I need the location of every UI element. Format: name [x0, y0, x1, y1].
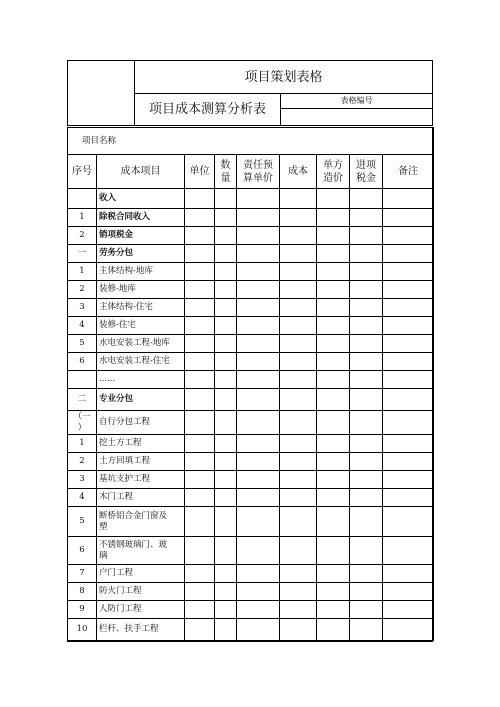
table-row: [68, 389, 434, 411]
value-cell[interactable]: [317, 537, 350, 565]
row-number: 10: [68, 619, 97, 641]
value-cell[interactable]: [350, 389, 383, 411]
value-cell[interactable]: [317, 583, 350, 601]
row-number: （一 ）: [68, 411, 97, 435]
value-cell[interactable]: [383, 371, 434, 389]
value-cell[interactable]: [215, 565, 237, 583]
value-cell[interactable]: [185, 389, 215, 411]
value-cell[interactable]: [237, 507, 280, 537]
value-cell[interactable]: [237, 371, 280, 389]
table-row: [68, 537, 434, 565]
value-cell[interactable]: [350, 281, 383, 299]
value-cell[interactable]: [350, 619, 383, 641]
row-number: [68, 189, 97, 209]
value-cell[interactable]: [350, 489, 383, 507]
value-cell[interactable]: [383, 227, 434, 245]
value-cell[interactable]: [280, 371, 317, 389]
value-cell[interactable]: [280, 453, 317, 471]
value-cell[interactable]: [280, 389, 317, 411]
value-cell[interactable]: [280, 245, 317, 263]
table-row: [68, 565, 434, 583]
table-row: [68, 507, 434, 537]
row-number: 3: [68, 299, 97, 317]
column-header: 成本: [280, 155, 317, 189]
value-cell[interactable]: [185, 317, 215, 335]
cost-item: ......: [97, 371, 185, 389]
cost-item: 土方回填工程: [97, 453, 185, 471]
value-cell[interactable]: [185, 245, 215, 263]
row-number: 1: [68, 435, 97, 453]
value-cell[interactable]: [317, 189, 350, 209]
value-cell[interactable]: [280, 565, 317, 583]
value-cell[interactable]: [383, 471, 434, 489]
value-cell[interactable]: [317, 507, 350, 537]
value-cell[interactable]: [383, 317, 434, 335]
value-cell[interactable]: [237, 335, 280, 353]
column-header: 单方 造价: [317, 155, 350, 189]
form-title: 项目策划表格: [135, 61, 432, 94]
table-row: [68, 371, 434, 389]
value-cell[interactable]: [350, 335, 383, 353]
value-cell[interactable]: [215, 471, 237, 489]
value-cell[interactable]: [185, 583, 215, 601]
value-cell[interactable]: [215, 601, 237, 619]
cost-item: 断桥铝合金门窗及 塑: [97, 507, 185, 537]
value-cell[interactable]: [317, 245, 350, 263]
value-cell[interactable]: [350, 435, 383, 453]
value-cell[interactable]: [317, 353, 350, 371]
value-cell[interactable]: [185, 411, 215, 435]
value-cell[interactable]: [237, 435, 280, 453]
cost-item: 不锈钢玻璃门、玻 璃: [97, 537, 185, 565]
table-row: [68, 411, 434, 435]
row-number: [68, 371, 97, 389]
value-cell[interactable]: [317, 371, 350, 389]
value-cell[interactable]: [185, 453, 215, 471]
value-cell[interactable]: [383, 389, 434, 411]
value-cell[interactable]: [350, 537, 383, 565]
form-subtitle: 项目成本测算分析表: [135, 94, 281, 125]
value-cell[interactable]: [185, 371, 215, 389]
value-cell[interactable]: [185, 471, 215, 489]
value-cell[interactable]: [185, 227, 215, 245]
value-cell[interactable]: [215, 453, 237, 471]
value-cell[interactable]: [383, 601, 434, 619]
value-cell[interactable]: [317, 411, 350, 435]
value-cell[interactable]: [237, 189, 280, 209]
value-cell[interactable]: [350, 227, 383, 245]
value-cell[interactable]: [280, 471, 317, 489]
value-cell[interactable]: [237, 245, 280, 263]
value-cell[interactable]: [237, 471, 280, 489]
value-cell[interactable]: [350, 245, 383, 263]
table-row: [68, 299, 434, 317]
logo-cell: [68, 61, 135, 125]
row-number: 5: [68, 507, 97, 537]
value-cell[interactable]: [185, 263, 215, 281]
row-number: 1: [68, 209, 97, 227]
value-cell[interactable]: [383, 189, 434, 209]
value-cell[interactable]: [317, 489, 350, 507]
value-cell[interactable]: [350, 263, 383, 281]
row-number: 5: [68, 335, 97, 353]
cost-item: 装修-地库: [97, 281, 185, 299]
column-header: 成本项目: [97, 155, 185, 189]
cost-item: 人防门工程: [97, 601, 185, 619]
value-cell[interactable]: [317, 209, 350, 227]
value-cell[interactable]: [350, 317, 383, 335]
value-cell[interactable]: [237, 537, 280, 565]
value-cell[interactable]: [215, 317, 237, 335]
value-cell[interactable]: [185, 537, 215, 565]
cost-item: 户门工程: [97, 565, 185, 583]
value-cell[interactable]: [185, 619, 215, 641]
value-cell[interactable]: [237, 281, 280, 299]
value-cell[interactable]: [350, 353, 383, 371]
value-cell[interactable]: [237, 489, 280, 507]
row-number: 9: [68, 601, 97, 619]
table-row: [68, 435, 434, 453]
value-cell[interactable]: [280, 281, 317, 299]
value-cell[interactable]: [185, 353, 215, 371]
value-cell[interactable]: [383, 507, 434, 537]
table-row: [68, 227, 434, 245]
value-cell[interactable]: [280, 227, 317, 245]
value-cell[interactable]: [185, 601, 215, 619]
row-number: 4: [68, 317, 97, 335]
form-header: [67, 60, 433, 126]
column-header: 责任预 算单价: [237, 155, 280, 189]
value-cell[interactable]: [317, 227, 350, 245]
value-cell[interactable]: [383, 281, 434, 299]
value-cell[interactable]: [280, 619, 317, 641]
table-row: [68, 353, 434, 371]
column-header: 数 量: [215, 155, 237, 189]
row-number: 8: [68, 583, 97, 601]
cost-item: 除税合同收入: [97, 209, 185, 227]
value-cell[interactable]: [237, 389, 280, 411]
value-cell[interactable]: [350, 471, 383, 489]
value-cell[interactable]: [383, 263, 434, 281]
cost-item: 主体结构-住宅: [97, 299, 185, 317]
cost-item: 销项税金: [97, 227, 185, 245]
value-cell[interactable]: [215, 209, 237, 227]
table-row: [68, 245, 434, 263]
value-cell[interactable]: [317, 281, 350, 299]
value-cell[interactable]: [280, 299, 317, 317]
value-cell[interactable]: [383, 619, 434, 641]
value-cell[interactable]: [280, 601, 317, 619]
value-cell[interactable]: [185, 489, 215, 507]
column-header: 备注: [383, 155, 434, 189]
value-cell[interactable]: [237, 299, 280, 317]
table-row: [68, 281, 434, 299]
value-cell[interactable]: [185, 189, 215, 209]
value-cell[interactable]: [185, 299, 215, 317]
value-cell[interactable]: [350, 565, 383, 583]
row-number: 3: [68, 471, 97, 489]
cost-item: 水电安装工程-地库: [97, 335, 185, 353]
value-cell[interactable]: [383, 489, 434, 507]
value-cell[interactable]: [215, 299, 237, 317]
value-cell[interactable]: [215, 335, 237, 353]
value-cell[interactable]: [215, 435, 237, 453]
cost-item: 劳务分包: [97, 245, 185, 263]
value-cell[interactable]: [350, 453, 383, 471]
value-cell[interactable]: [317, 565, 350, 583]
table-row: [68, 335, 434, 353]
value-cell[interactable]: [215, 371, 237, 389]
value-cell[interactable]: [383, 537, 434, 565]
row-number: 二: [68, 389, 97, 411]
value-cell[interactable]: [350, 601, 383, 619]
value-cell[interactable]: [350, 371, 383, 389]
table-row: [68, 189, 434, 209]
value-cell[interactable]: [317, 317, 350, 335]
value-cell[interactable]: [280, 209, 317, 227]
value-cell[interactable]: [350, 583, 383, 601]
value-cell[interactable]: [317, 601, 350, 619]
value-cell[interactable]: [280, 489, 317, 507]
value-cell[interactable]: [215, 353, 237, 371]
value-cell[interactable]: [350, 299, 383, 317]
value-cell[interactable]: [280, 435, 317, 453]
cost-item: 栏杆、扶手工程: [97, 619, 185, 641]
value-cell[interactable]: [185, 281, 215, 299]
value-cell[interactable]: [237, 411, 280, 435]
column-header: 进项 税金: [350, 155, 383, 189]
value-cell[interactable]: [185, 565, 215, 583]
row-number: 7: [68, 565, 97, 583]
row-number: 2: [68, 227, 97, 245]
table-row: [68, 263, 434, 281]
value-cell[interactable]: [215, 245, 237, 263]
row-number: 2: [68, 453, 97, 471]
project-name-label: 项目名称: [68, 128, 434, 155]
value-cell[interactable]: [185, 209, 215, 227]
value-cell[interactable]: [280, 335, 317, 353]
value-cell[interactable]: [215, 227, 237, 245]
value-cell[interactable]: [317, 453, 350, 471]
value-cell[interactable]: [280, 317, 317, 335]
column-header: 序号: [68, 155, 97, 189]
value-cell[interactable]: [215, 281, 237, 299]
form-code-label: 表格编号: [281, 94, 432, 109]
column-header: 单位: [185, 155, 215, 189]
value-cell[interactable]: [237, 565, 280, 583]
value-cell[interactable]: [185, 507, 215, 537]
value-cell[interactable]: [383, 583, 434, 601]
cost-item: 收入: [97, 189, 185, 209]
value-cell[interactable]: [215, 489, 237, 507]
table-row: [68, 471, 434, 489]
value-cell[interactable]: [237, 209, 280, 227]
value-cell[interactable]: [350, 411, 383, 435]
row-number: 4: [68, 489, 97, 507]
value-cell[interactable]: [280, 583, 317, 601]
value-cell[interactable]: [237, 227, 280, 245]
cost-table: [67, 127, 434, 641]
value-cell[interactable]: [280, 537, 317, 565]
row-number: 2: [68, 281, 97, 299]
value-cell[interactable]: [185, 335, 215, 353]
row-number: 6: [68, 537, 97, 565]
value-cell[interactable]: [215, 583, 237, 601]
value-cell[interactable]: [383, 565, 434, 583]
value-cell[interactable]: [237, 601, 280, 619]
value-cell[interactable]: [215, 507, 237, 537]
cost-item: 专业分包: [97, 389, 185, 411]
form-code-value[interactable]: [281, 109, 432, 125]
value-cell[interactable]: [383, 411, 434, 435]
table-row: [68, 317, 434, 335]
value-cell[interactable]: [317, 299, 350, 317]
row-number: 6: [68, 353, 97, 371]
cost-item: 主体结构-地库: [97, 263, 185, 281]
table-row: [68, 619, 434, 641]
value-cell[interactable]: [280, 411, 317, 435]
value-cell[interactable]: [317, 471, 350, 489]
value-cell[interactable]: [215, 537, 237, 565]
value-cell[interactable]: [237, 453, 280, 471]
value-cell[interactable]: [317, 389, 350, 411]
value-cell[interactable]: [350, 209, 383, 227]
value-cell[interactable]: [383, 299, 434, 317]
cost-item: 水电安装工程-住宅: [97, 353, 185, 371]
value-cell[interactable]: [215, 389, 237, 411]
value-cell[interactable]: [317, 335, 350, 353]
value-cell[interactable]: [383, 209, 434, 227]
table-row: [68, 209, 434, 227]
value-cell[interactable]: [215, 619, 237, 641]
value-cell[interactable]: [237, 353, 280, 371]
value-cell[interactable]: [317, 619, 350, 641]
value-cell[interactable]: [237, 583, 280, 601]
cost-item: 基坑支护工程: [97, 471, 185, 489]
value-cell[interactable]: [280, 189, 317, 209]
row-number: 一: [68, 245, 97, 263]
value-cell[interactable]: [383, 353, 434, 371]
table-row: [68, 453, 434, 471]
value-cell[interactable]: [185, 435, 215, 453]
cost-item: 挖土方工程: [97, 435, 185, 453]
value-cell[interactable]: [383, 453, 434, 471]
value-cell[interactable]: [383, 435, 434, 453]
value-cell[interactable]: [237, 619, 280, 641]
cost-item: 木门工程: [97, 489, 185, 507]
table-row: [68, 489, 434, 507]
table-row: [68, 601, 434, 619]
row-number: 1: [68, 263, 97, 281]
table-row: [68, 583, 434, 601]
value-cell[interactable]: [237, 263, 280, 281]
value-cell[interactable]: [317, 263, 350, 281]
value-cell[interactable]: [350, 507, 383, 537]
cost-item: 自行分包工程: [97, 411, 185, 435]
value-cell[interactable]: [280, 507, 317, 537]
value-cell[interactable]: [237, 317, 280, 335]
value-cell[interactable]: [215, 263, 237, 281]
cost-item: 装修-住宅: [97, 317, 185, 335]
value-cell[interactable]: [383, 245, 434, 263]
value-cell[interactable]: [280, 263, 317, 281]
value-cell[interactable]: [215, 411, 237, 435]
value-cell[interactable]: [280, 353, 317, 371]
cost-item: 防火门工程: [97, 583, 185, 601]
value-cell[interactable]: [215, 189, 237, 209]
value-cell[interactable]: [350, 189, 383, 209]
value-cell[interactable]: [317, 435, 350, 453]
value-cell[interactable]: [383, 335, 434, 353]
